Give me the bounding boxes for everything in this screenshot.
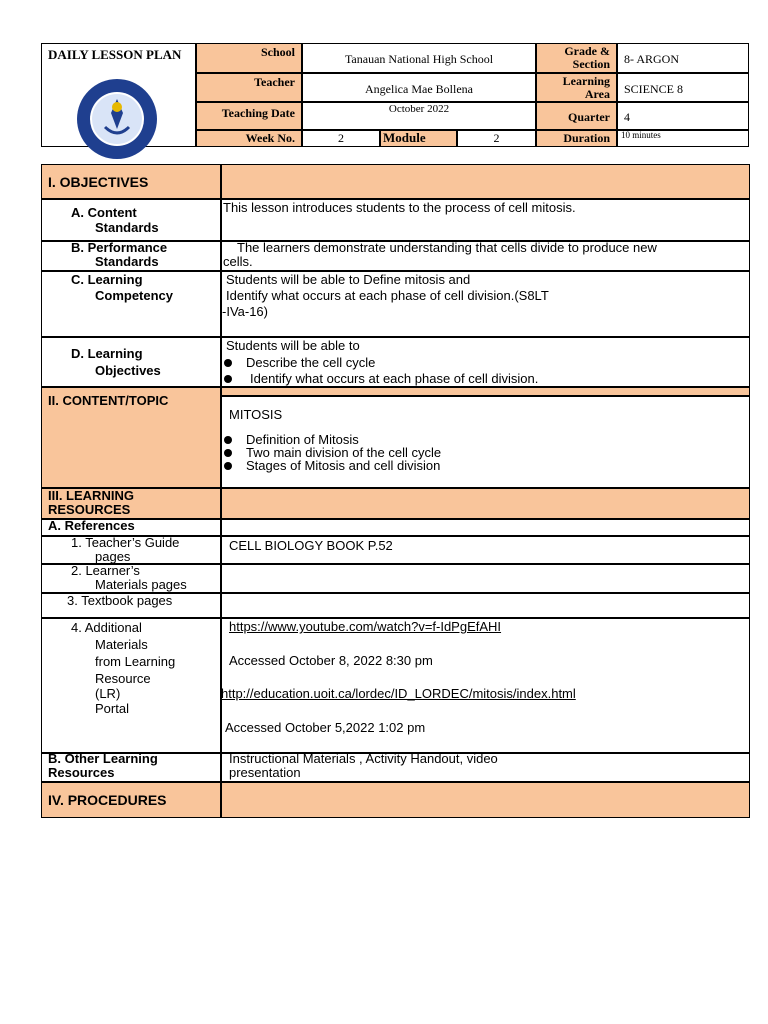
performance-label-line-1: B. Performance bbox=[71, 240, 168, 255]
performance-text bbox=[223, 241, 657, 269]
content-list bbox=[224, 433, 441, 472]
additional-label bbox=[71, 619, 175, 717]
school-value-cell bbox=[302, 43, 536, 73]
title-cell bbox=[41, 43, 196, 147]
additional-label-line: 4. Additional bbox=[71, 620, 142, 635]
additional-label-line: (LR) bbox=[95, 686, 121, 701]
objectives-heading-cell bbox=[41, 164, 221, 199]
other-value-cell bbox=[221, 753, 750, 782]
references-label-cell bbox=[41, 519, 221, 536]
content-heading: II. CONTENT/TOPIC bbox=[48, 393, 169, 408]
competency-label-cell bbox=[41, 271, 221, 337]
competency-label bbox=[71, 272, 173, 304]
duration-value-cell bbox=[617, 130, 749, 147]
deped-seal bbox=[75, 77, 159, 161]
content-list-item-text: Definition of Mitosis bbox=[246, 432, 359, 447]
other-label-line-2: Resources bbox=[48, 765, 115, 780]
grade-value-cell bbox=[617, 43, 749, 73]
learning-objectives-intro: Students will be able to bbox=[226, 338, 360, 353]
quarter-label: Quarter bbox=[568, 110, 610, 124]
learning-objectives-item-text: Identify what occurs at each phase of cell division. bbox=[250, 371, 539, 386]
content-list-item-text: Two main division of the cell cycle bbox=[246, 445, 442, 460]
additional-label-line: Materials bbox=[95, 637, 148, 652]
textbook-label-cell bbox=[41, 593, 221, 618]
resources-heading-line-2: RESOURCES bbox=[48, 502, 131, 517]
lm-label-line-1: 2. Learner’s bbox=[71, 563, 140, 578]
references-label: A. References bbox=[48, 518, 135, 533]
duration-value: 10 minutes bbox=[621, 130, 661, 140]
page-title: DAILY LESSON PLAN bbox=[48, 47, 182, 62]
procedures-heading: IV. PROCEDURES bbox=[48, 792, 167, 808]
bullet-icon bbox=[224, 375, 232, 383]
objectives-heading: I. OBJECTIVES bbox=[48, 174, 149, 190]
learning-objectives-item bbox=[224, 355, 375, 371]
accessed-1: Accessed October 8, 2022 8:30 pm bbox=[229, 653, 433, 668]
competency-line-3: -IVa-16) bbox=[222, 304, 268, 319]
content-standards-label-line-2: Standards bbox=[95, 220, 159, 235]
content-standards-label bbox=[71, 205, 159, 235]
date-value-cell bbox=[302, 102, 536, 130]
references-value-cell bbox=[221, 519, 750, 536]
learning-objectives-item bbox=[224, 371, 538, 387]
lm-label-line-2: Materials pages bbox=[95, 577, 187, 592]
lm-label-cell bbox=[41, 564, 221, 593]
grade-value: 8- ARGON bbox=[624, 52, 680, 66]
textbook-label: 3. Textbook pages bbox=[67, 593, 173, 608]
additional-label-cell bbox=[41, 618, 221, 753]
tg-label-line-1: 1. Teacher’s Guide bbox=[71, 535, 180, 550]
teacher-label-cell bbox=[196, 73, 302, 102]
objectives-heading-fill bbox=[221, 164, 750, 199]
tg-value: CELL BIOLOGY BOOK P.52 bbox=[229, 538, 393, 553]
module-value-cell bbox=[457, 130, 536, 147]
grade-label: Grade & Section bbox=[564, 44, 610, 71]
youtube-link[interactable]: https://www.youtube.com/watch?v=f-IdPgEfAHI bbox=[229, 619, 502, 634]
performance-text-line-2: cells. bbox=[223, 254, 253, 269]
teacher-value-cell bbox=[302, 73, 536, 102]
bullet-icon bbox=[224, 462, 232, 470]
competency-text-cell bbox=[221, 271, 750, 337]
lm-label bbox=[71, 564, 187, 592]
accessed-2: Accessed October 5,2022 1:02 pm bbox=[225, 720, 426, 735]
bullet-icon bbox=[224, 436, 232, 444]
quarter-value: 4 bbox=[624, 110, 630, 124]
competency-line-1: Students will be able to Define mitosis and bbox=[226, 272, 471, 287]
tg-value-cell bbox=[221, 536, 750, 564]
competency-label-line-2: Competency bbox=[95, 288, 174, 303]
other-value bbox=[229, 752, 498, 780]
module-value: 2 bbox=[493, 131, 500, 145]
resources-heading-fill bbox=[221, 488, 750, 519]
duration-label: Duration bbox=[563, 131, 610, 145]
performance-text-cell bbox=[221, 241, 750, 271]
duration-label-cell bbox=[536, 130, 617, 147]
quarter-label-cell bbox=[536, 102, 617, 130]
other-label-cell bbox=[41, 753, 221, 782]
week-value-cell bbox=[302, 130, 380, 147]
education-link[interactable]: http://education.uoit.ca/lordec/ID_LORDEC/mitosis/index.html bbox=[221, 686, 576, 701]
competency-text bbox=[222, 272, 549, 320]
school-label: School bbox=[260, 45, 295, 59]
performance-label bbox=[71, 241, 167, 269]
additional-label-line: Resource bbox=[95, 671, 151, 686]
content-standards-text: This lesson introduces students to the process of cell mitosis. bbox=[223, 200, 576, 215]
content-list-item-text: Stages of Mitosis and cell division bbox=[246, 458, 441, 473]
module-label: Module bbox=[383, 130, 426, 145]
learning-objectives-label-line-1: D. Learning bbox=[71, 346, 143, 361]
area-label-cell bbox=[536, 73, 617, 102]
module-label-cell bbox=[380, 130, 457, 147]
date-label: Teaching Date bbox=[221, 106, 295, 120]
learning-objectives-label-line-2: Objectives bbox=[95, 363, 161, 378]
other-label bbox=[48, 752, 158, 780]
content-text-cell bbox=[221, 396, 750, 488]
competency-label-line-1: C. Learning bbox=[71, 272, 143, 287]
tg-label bbox=[71, 536, 179, 564]
bullet-icon bbox=[224, 449, 232, 457]
other-value-line-1: Instructional Materials , Activity Handout, video bbox=[229, 751, 498, 766]
content-list-item bbox=[224, 459, 441, 472]
tg-label-line-2: pages bbox=[95, 549, 131, 564]
bullet-icon bbox=[224, 359, 232, 367]
procedures-heading-fill bbox=[221, 782, 750, 818]
learning-objectives-text-cell bbox=[221, 337, 750, 387]
additional-label-line: from Learning bbox=[95, 654, 176, 669]
resources-heading-line-1: III. LEARNING bbox=[48, 488, 134, 503]
content-heading-strip bbox=[221, 387, 750, 396]
week-value: 2 bbox=[338, 131, 344, 145]
content-heading-cell bbox=[41, 387, 221, 488]
teacher-value: Angelica Mae Bollena bbox=[365, 82, 473, 96]
date-label-cell bbox=[196, 102, 302, 130]
lm-value-cell bbox=[221, 564, 750, 593]
resources-heading-cell bbox=[41, 488, 221, 519]
tg-label-cell bbox=[41, 536, 221, 564]
date-value: October 2022 bbox=[388, 103, 450, 115]
content-standards-text-cell bbox=[221, 199, 750, 241]
content-topic: MITOSIS bbox=[229, 407, 283, 422]
other-label-line-1: B. Other Learning bbox=[48, 751, 158, 766]
competency-line-2: Identify what occurs at each phase of cell division.(S8LT bbox=[226, 288, 549, 303]
content-standards-label-line-1: A. Content bbox=[71, 205, 137, 220]
school-label-cell bbox=[196, 43, 302, 73]
school-value: Tanauan National High School bbox=[344, 52, 494, 66]
week-label-cell bbox=[196, 130, 302, 147]
grade-label-cell bbox=[536, 43, 617, 73]
learning-objectives-label bbox=[71, 345, 161, 379]
teacher-label: Teacher bbox=[254, 75, 295, 89]
area-label: Learning Area bbox=[562, 74, 610, 101]
week-label: Week No. bbox=[245, 131, 295, 145]
procedures-heading-cell bbox=[41, 782, 221, 818]
content-standards-label-cell bbox=[41, 199, 221, 241]
area-value: SCIENCE 8 bbox=[624, 82, 684, 96]
additional-label-line: Portal bbox=[95, 701, 129, 716]
additional-value-cell bbox=[221, 618, 750, 753]
other-value-line-2: presentation bbox=[229, 765, 301, 780]
textbook-value-cell bbox=[221, 593, 750, 618]
learning-objectives-item-text: Describe the cell cycle bbox=[246, 355, 376, 370]
quarter-value-cell bbox=[617, 102, 749, 130]
performance-label-line-2: Standards bbox=[95, 254, 159, 269]
resources-heading bbox=[48, 489, 134, 517]
learning-objectives-label-cell bbox=[41, 337, 221, 387]
performance-text-line-1: The learners demonstrate understanding that cells divide to produce new bbox=[237, 240, 657, 255]
performance-label-cell bbox=[41, 241, 221, 271]
area-value-cell bbox=[617, 73, 749, 102]
